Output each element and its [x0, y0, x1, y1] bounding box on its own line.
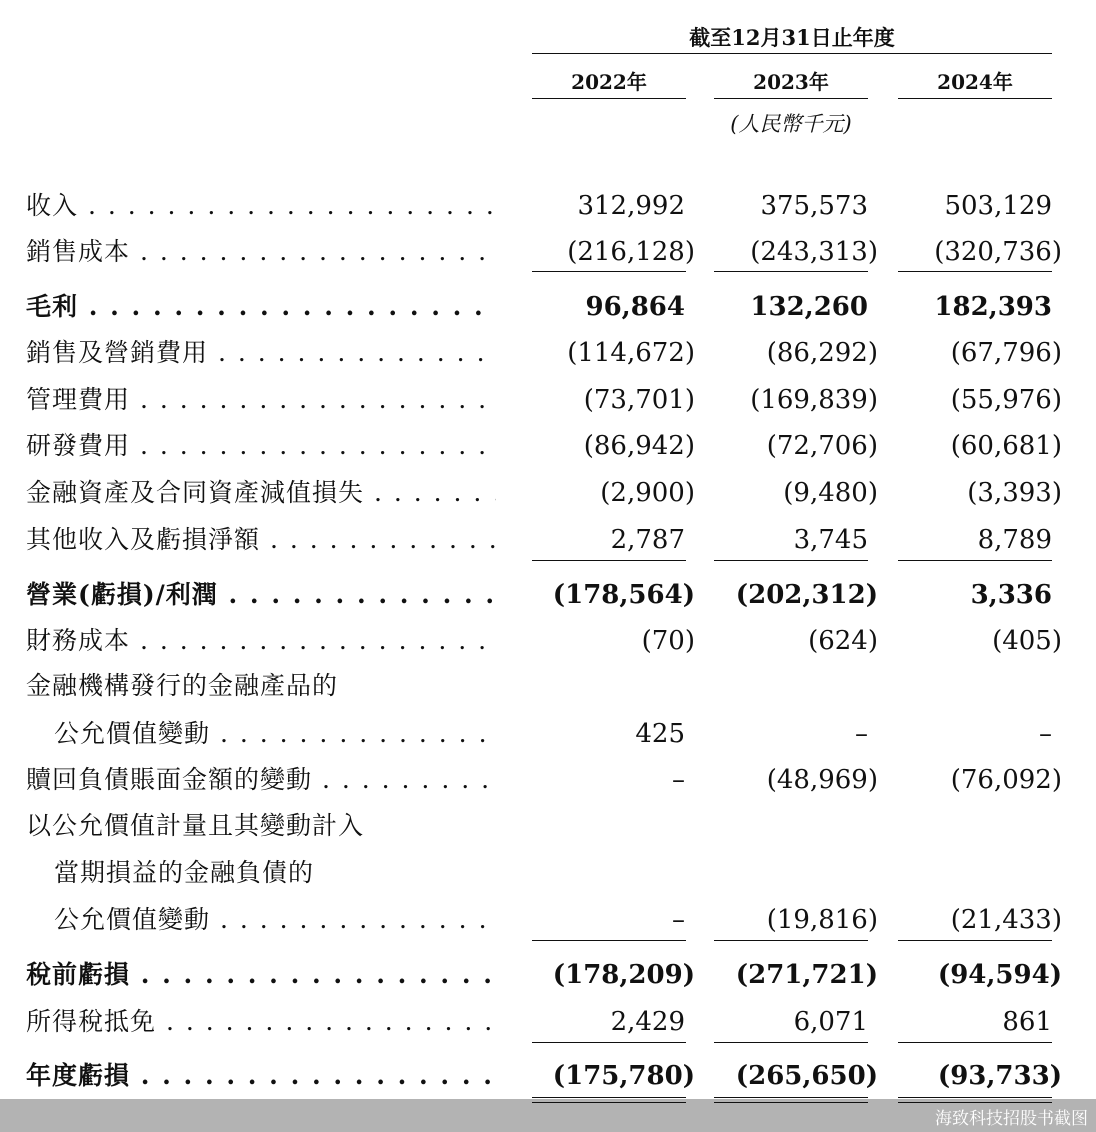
value-2024: 182,393	[934, 292, 1052, 322]
value-2022: (178,564)	[552, 580, 695, 610]
row-fvtpl-fair-value	[0, 898, 1096, 942]
year-header-2022: 2022年	[571, 70, 647, 94]
row-revenue	[0, 184, 1096, 228]
row-label: 贖回負債賬面金額的變動 . . .	[26, 758, 496, 802]
row-label: 金融機構發行的金融產品的	[26, 671, 339, 700]
value-2022: (73,701)	[583, 385, 695, 415]
row-loss-before-tax	[0, 953, 1096, 997]
value-2024: (67,796)	[950, 338, 1062, 368]
row-fvtpl-line2	[0, 851, 1096, 895]
value-2023: (86,292)	[766, 338, 878, 368]
total-double-rule-2023	[714, 1102, 868, 1103]
value-2022: –	[672, 905, 685, 935]
row-label: 管理費用 . . .	[26, 378, 496, 422]
year-header-2024: 2024年	[937, 70, 1013, 94]
value-2022: 425	[635, 719, 685, 749]
value-2024: 8,789	[977, 525, 1052, 555]
row-label: 年度虧損 . . .	[26, 1054, 496, 1098]
row-operating-result	[0, 573, 1096, 617]
value-2023: 6,071	[793, 1007, 868, 1037]
subtotal-rule-2024	[898, 1042, 1052, 1043]
total-double-rule-2024	[898, 1102, 1052, 1103]
row-gross-profit	[0, 285, 1096, 329]
total-double-rule-2022	[532, 1102, 686, 1103]
row-other-income	[0, 518, 1096, 562]
value-2023: (72,706)	[766, 431, 878, 461]
value-2023: (265,650)	[735, 1061, 878, 1091]
subtotal-rule-2022	[532, 560, 686, 561]
row-label: 金融資產及合同資產減值損失 . . .	[26, 471, 496, 515]
row-loss-for-year	[0, 1054, 1096, 1098]
year-rule-2022	[532, 98, 686, 99]
value-2022: 2,787	[610, 525, 685, 555]
value-2024: (76,092)	[950, 765, 1062, 795]
value-2024: (21,433)	[950, 905, 1062, 935]
value-2023: 132,260	[750, 292, 868, 322]
row-impairment-losses	[0, 471, 1096, 515]
value-2023: (271,721)	[735, 960, 878, 990]
value-2023: (202,312)	[735, 580, 878, 610]
value-2022: 2,429	[610, 1007, 685, 1037]
value-2024: 503,129	[944, 191, 1052, 221]
subtotal-rule-2024	[898, 560, 1052, 561]
value-2024: (55,976)	[950, 385, 1062, 415]
value-2024: –	[1039, 719, 1052, 749]
total-double-rule-2024	[898, 1097, 1052, 1098]
value-2024: (320,736)	[934, 237, 1062, 267]
row-finance-costs	[0, 619, 1096, 663]
row-label: 研發費用 . . .	[26, 424, 496, 468]
value-2023: 375,573	[760, 191, 868, 221]
row-fvtpl-line1	[0, 804, 1096, 848]
footer-bar	[0, 1099, 1096, 1132]
row-cost-of-sales	[0, 230, 1096, 274]
value-2024: (60,681)	[950, 431, 1062, 461]
subtotal-rule-2022	[532, 1042, 686, 1043]
value-2023: 3,745	[793, 525, 868, 555]
row-label: 當期損益的金融負債的	[54, 858, 315, 887]
value-2024: 861	[1002, 1007, 1052, 1037]
subtotal-rule-2023	[714, 940, 868, 941]
value-2022: 312,992	[577, 191, 685, 221]
row-selling-expenses	[0, 331, 1096, 375]
value-2022: (86,942)	[583, 431, 695, 461]
subtotal-rule-2023	[714, 560, 868, 561]
value-2022: (216,128)	[567, 237, 695, 267]
value-2022: (114,672)	[567, 338, 695, 368]
value-2023: (48,969)	[766, 765, 878, 795]
value-2022: (175,780)	[552, 1061, 695, 1091]
year-header-2023: 2023年	[753, 70, 829, 94]
value-2023: (624)	[808, 626, 878, 656]
value-2022: –	[672, 765, 685, 795]
row-label: 銷售成本 . . .	[26, 230, 496, 274]
unit-label: (人民幣千元)	[730, 112, 852, 136]
row-label: 營業(虧損)/利潤 . . .	[26, 573, 496, 617]
total-double-rule-2022	[532, 1097, 686, 1098]
value-2024: (94,594)	[937, 960, 1062, 990]
row-label: 以公允價值計量且其變動計入	[26, 811, 365, 840]
year-rule-2023	[714, 98, 868, 99]
total-double-rule-2023	[714, 1097, 868, 1098]
row-fin-products-fair-value	[0, 712, 1096, 756]
row-label: 財務成本 . . .	[26, 619, 496, 663]
value-2022: (178,209)	[552, 960, 695, 990]
subtotal-rule-2022	[532, 271, 686, 272]
subtotal-rule-2024	[898, 271, 1052, 272]
subtotal-rule-2023	[714, 1042, 868, 1043]
period-header: 截至12月31日止年度	[689, 25, 895, 50]
value-2023: –	[855, 719, 868, 749]
row-label: 公允價值變動 . . .	[54, 712, 496, 756]
subtotal-rule-2023	[714, 271, 868, 272]
value-2024: 3,336	[970, 580, 1052, 610]
row-label: 收入 . . .	[26, 184, 496, 228]
row-label: 其他收入及虧損淨額 . . .	[26, 518, 496, 562]
row-label: 稅前虧損 . . .	[26, 953, 496, 997]
row-label: 公允價值變動 . . .	[54, 898, 496, 942]
value-2024: (3,393)	[967, 478, 1062, 508]
row-fin-products-line1	[0, 664, 1096, 708]
row-label: 銷售及營銷費用 . . .	[26, 331, 496, 375]
row-label: 毛利 . . .	[26, 285, 496, 329]
period-header-rule	[532, 53, 1052, 54]
subtotal-rule-2024	[898, 940, 1052, 941]
value-2022: (2,900)	[600, 478, 695, 508]
value-2022: (70)	[641, 626, 695, 656]
value-2023: (169,839)	[750, 385, 878, 415]
row-redemption-liability	[0, 758, 1096, 802]
row-admin-expenses	[0, 378, 1096, 422]
row-income-tax-credit	[0, 1000, 1096, 1044]
watermark-text: 海致科技招股书截图	[935, 1109, 1088, 1129]
value-2024: (93,733)	[937, 1061, 1062, 1091]
subtotal-rule-2022	[532, 940, 686, 941]
value-2024: (405)	[992, 626, 1062, 656]
value-2023: (9,480)	[783, 478, 878, 508]
value-2023: (19,816)	[766, 905, 878, 935]
row-rd-expenses	[0, 424, 1096, 468]
value-2022: 96,864	[585, 292, 685, 322]
year-rule-2024	[898, 98, 1052, 99]
row-label: 所得稅抵免 . . .	[26, 1000, 496, 1044]
value-2023: (243,313)	[750, 237, 878, 267]
